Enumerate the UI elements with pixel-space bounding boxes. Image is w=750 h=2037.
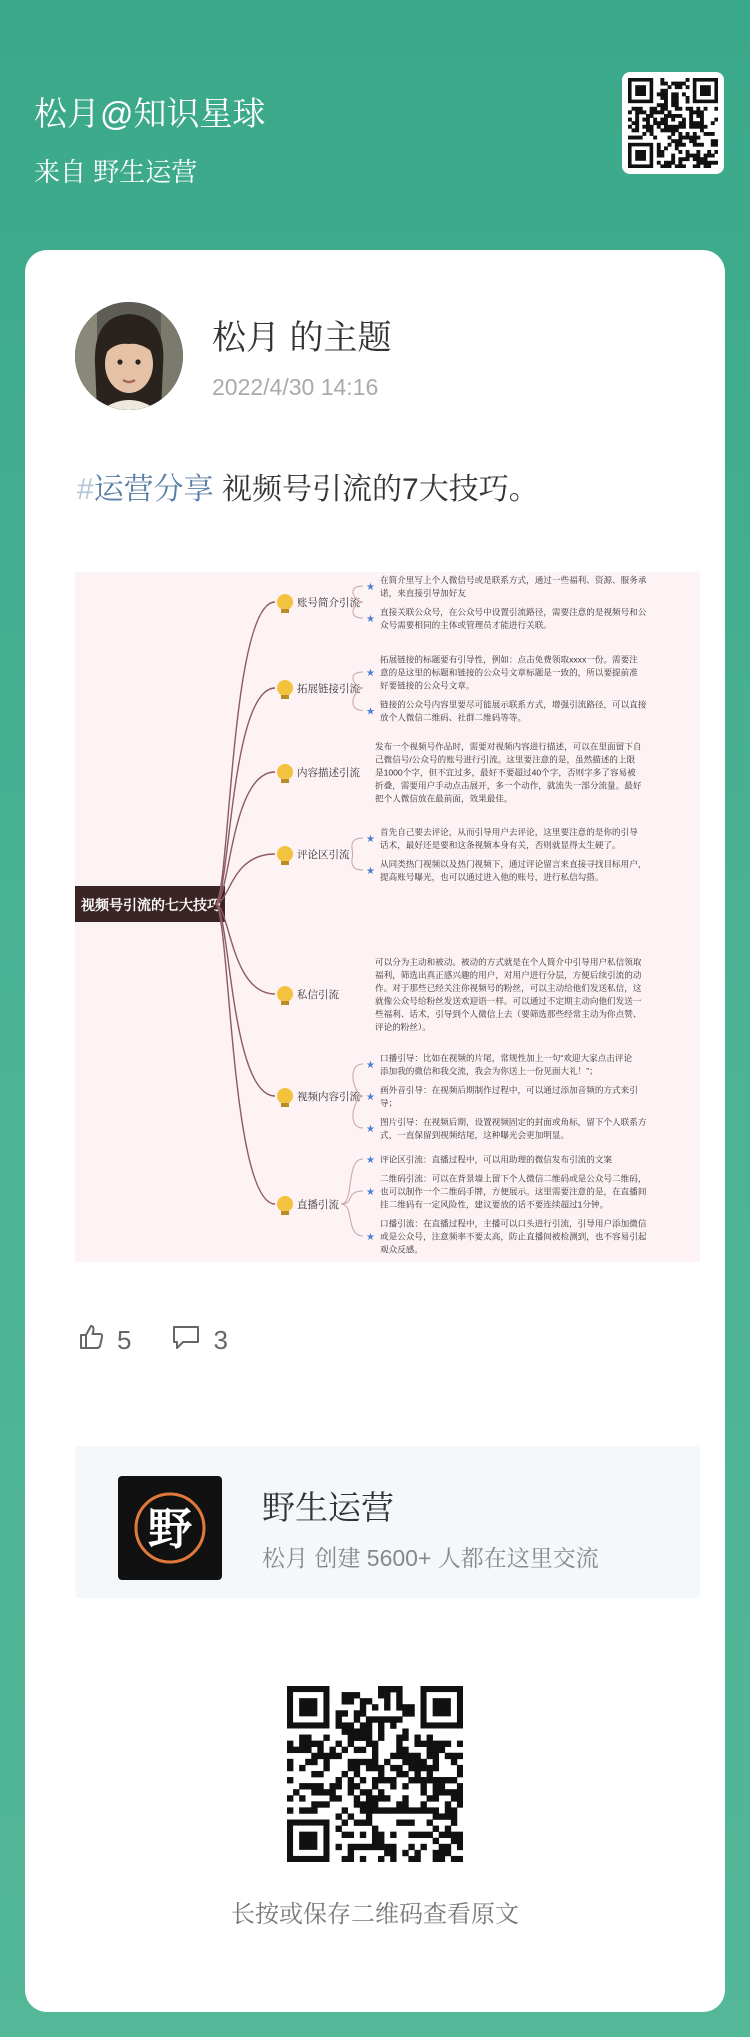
star-icon: ★ xyxy=(366,834,375,845)
comment-count: 3 xyxy=(213,1324,228,1355)
hashtag-link[interactable]: 运营分享 xyxy=(93,473,214,506)
mindmap-note-text: 图片引导：在视频后期，设置视频固定的封面或角标，留下个人联系方 xyxy=(380,1117,647,1127)
star-icon: ★ xyxy=(366,1187,375,1198)
star-icon: ★ xyxy=(366,1092,375,1103)
group-name: 野生运营 xyxy=(262,1489,394,1526)
mindmap-sub-line xyxy=(352,838,363,854)
mindmap-note-text: 提高账号曝光，也可以通过进入他的账号，进行私信勾搭。 xyxy=(380,872,604,882)
bulb-icon xyxy=(277,986,293,1005)
topic-title: 松月 的主题 xyxy=(212,319,392,357)
mindmap-note-text: 画外音引导：在视频后期制作过程中，可以通过添加音频的方式来引 xyxy=(380,1085,638,1095)
bulb-icon xyxy=(277,680,293,699)
star-icon: ★ xyxy=(366,614,375,625)
mindmap-note-text: 链接的公众号内容里要尽可能展示联系方式，增强引流路径，可以直接 xyxy=(380,699,647,710)
mindmap-note-text: 把个人微信放在最前面，效果最佳。 xyxy=(375,793,513,804)
mindmap-note-text: 挂二维码有一定风险性，建议要放的话不要连续超过1分钟。 xyxy=(380,1199,609,1210)
star-icon: ★ xyxy=(366,1155,375,1166)
hashtag-symbol: # xyxy=(77,473,94,506)
mindmap-branch-label: 拓展链接引流 xyxy=(297,683,360,695)
topic-date: 2022/4/30 14:16 xyxy=(212,374,379,400)
post-text xyxy=(77,464,539,508)
group-card[interactable] xyxy=(75,1446,700,1598)
mindmap-note-text: 拓展链接的标题要有引导性，例如：点击免费领取xxxx一份。需要注 xyxy=(380,654,638,665)
mindmap-note-text: 折叠，需要用户手动点击展开，多一个动作，就流失一部分流量。最好 xyxy=(375,780,642,791)
star-icon: ★ xyxy=(366,706,375,718)
mindmap-branch-label: 内容描述引流 xyxy=(297,767,360,779)
mindmap-note-text: 或是公众号，注意频率不要太高，防止直播间被检测到，也不容易引起 xyxy=(380,1231,647,1242)
mindmap-note-text: 也可以制作一个二维码手牌，方便展示。这里需要注意的是，在直播间 xyxy=(380,1186,647,1197)
header-source: 来自 野生运营 xyxy=(34,157,198,187)
mindmap-note-text: 口播引流：在直播过程中，主播可以口头进行引流，引导用户添加微信 xyxy=(380,1218,647,1229)
mindmap-note-text: 首先自己要去评论，从而引导用户去评论，这里要注意的是你的引导 xyxy=(380,827,638,837)
mindmap-branch-line xyxy=(215,772,275,904)
post-stats xyxy=(77,1320,268,1360)
mindmap-branch-line xyxy=(215,904,275,1096)
mindmap-note-text: 放个人微信二维码、社群二维码等等。 xyxy=(380,712,527,723)
qr-hint-text: 长按或保存二维码查看原文 xyxy=(231,1901,519,1928)
original-qr-code-icon[interactable] xyxy=(287,1686,463,1862)
mindmap-branch-label: 直播引流 xyxy=(297,1199,339,1211)
mindmap-note-text: 话术，最好还是要和这条视频本身有关，否则就显得太生硬了。 xyxy=(380,840,621,850)
mindmap-sub-line xyxy=(341,1159,363,1204)
mindmap-note-text: 意的是这里的标题和链接的公众号文章标题是一致的，所以要提前准 xyxy=(380,667,638,678)
mindmap-note-text: 可以分为主动和被动。被动的方式就是在个人简介中引导用户私信领取 xyxy=(375,957,642,967)
mindmap-note-text: 式，一直保留到视频结尾，这种曝光会更加明显。 xyxy=(380,1130,570,1140)
star-icon: ★ xyxy=(366,1060,375,1071)
mindmap-sub-line xyxy=(341,1204,363,1236)
group-description: 松月 创建 5600+ 人都在这里交流 xyxy=(262,1545,599,1571)
star-icon: ★ xyxy=(366,668,375,679)
mindmap-note-text: 众号需要相同的主体或管理员才能进行关联。 xyxy=(380,620,552,630)
mindmap-note-text: 好要链接的公众号文章。 xyxy=(380,680,475,691)
mindmap-note-text: 发布一个视频号作品时，需要对视频内容进行描述，可以在里面留下自 xyxy=(375,741,642,752)
mindmap-note-text: 就像公众号给粉丝发送欢迎语一样。可以通过不定期主动向他们发送一 xyxy=(375,996,642,1006)
mindmap-note-text: 诺，来直接引导加好友 xyxy=(380,588,466,598)
like-count: 5 xyxy=(117,1324,132,1355)
bulb-icon xyxy=(277,846,293,865)
mindmap-branch-line xyxy=(215,602,275,904)
mindmap-branch-label: 视频内容引流 xyxy=(297,1091,360,1103)
mindmap-sub-line xyxy=(341,1191,363,1204)
header-author: 松月@知识星球 xyxy=(34,95,266,132)
mindmap-image[interactable] xyxy=(75,572,700,1262)
mindmap-note-text: 观众反感。 xyxy=(380,1244,423,1255)
mindmap-branch-label: 评论区引流 xyxy=(297,849,350,861)
mindmap-root xyxy=(75,886,225,922)
header-qr-code-icon xyxy=(622,72,724,174)
mindmap-note-text: 从同类热门视频以及热门视频下，通过评论留言来直接寻找目标用户， xyxy=(380,859,647,869)
svg-text:野: 野 xyxy=(148,1504,192,1555)
mindmap-note-text: 直接关联公众号，在公众号中设置引流路径，需要注意的是视频号和公 xyxy=(380,607,647,617)
star-icon: ★ xyxy=(366,582,375,593)
mindmap-note-text: 评论的粉丝）。 xyxy=(375,1022,431,1032)
star-icon: ★ xyxy=(366,1124,375,1135)
bulb-icon xyxy=(277,1196,293,1215)
mindmap-note-text: 在简介里写上个人微信号或是联系方式，通过一些福利、资源、服务承 xyxy=(380,575,647,585)
mindmap-note-text: 二维码引流：可以在背景墙上留下个人微信二维码或是公众号二维码， xyxy=(380,1173,647,1184)
post-body: 视频号引流的7大技巧。 xyxy=(213,473,539,506)
topic-card xyxy=(25,250,725,2012)
mindmap-sub-line xyxy=(352,854,363,870)
bulb-icon xyxy=(277,594,293,613)
bulb-icon xyxy=(277,764,293,783)
mindmap-note-text: 添加我的微信和我交流，我会为你送上一份见面大礼！”； xyxy=(380,1066,598,1076)
star-icon: ★ xyxy=(366,1232,375,1243)
svg-text:视频号引流的七大技巧: 视频号引流的七大技巧 xyxy=(81,897,221,913)
mindmap-note-text: 口播引导：比如在视频的片尾，常规性加上一句“欢迎大家点击评论 xyxy=(380,1053,633,1063)
mindmap-branch-line xyxy=(215,688,275,904)
mindmap-note-text: 作。对于那些已经关注你视频号的粉丝，可以主动给他们发送私信，这 xyxy=(375,983,642,993)
comment-icon[interactable] xyxy=(171,1323,201,1358)
mindmap-note-text: 些福利、话术，引导到个人微信上去（要筛选那些经常主动为你点赞、 xyxy=(375,1009,642,1019)
mindmap-note-text: 导； xyxy=(380,1098,398,1108)
thumb-up-icon[interactable] xyxy=(77,1323,105,1358)
mindmap-note-text: 福利，筛选出真正感兴趣的用户，对用户进行分层，方便后续引流的动 xyxy=(375,970,642,980)
mindmap-note-text: 是1000个字，但不宜过多，最好不要超过40个字，否则字多了容易被 xyxy=(375,767,636,778)
author-avatar[interactable] xyxy=(75,302,183,410)
mindmap-branch-label: 私信引流 xyxy=(297,989,339,1001)
mindmap-note-text: 评论区引流：直播过程中，可以用助理的微信发布引流的文案 xyxy=(380,1154,613,1165)
mindmap-note-text: 己微信号/公众号的账号进行引流。这里要注意的是，虽然描述的上限 xyxy=(375,754,636,765)
star-icon: ★ xyxy=(366,866,375,877)
group-logo xyxy=(118,1476,222,1580)
mindmap-branch-label: 账号简介引流 xyxy=(297,597,360,609)
mindmap-graphic xyxy=(75,572,700,1262)
bulb-icon xyxy=(277,1088,293,1107)
